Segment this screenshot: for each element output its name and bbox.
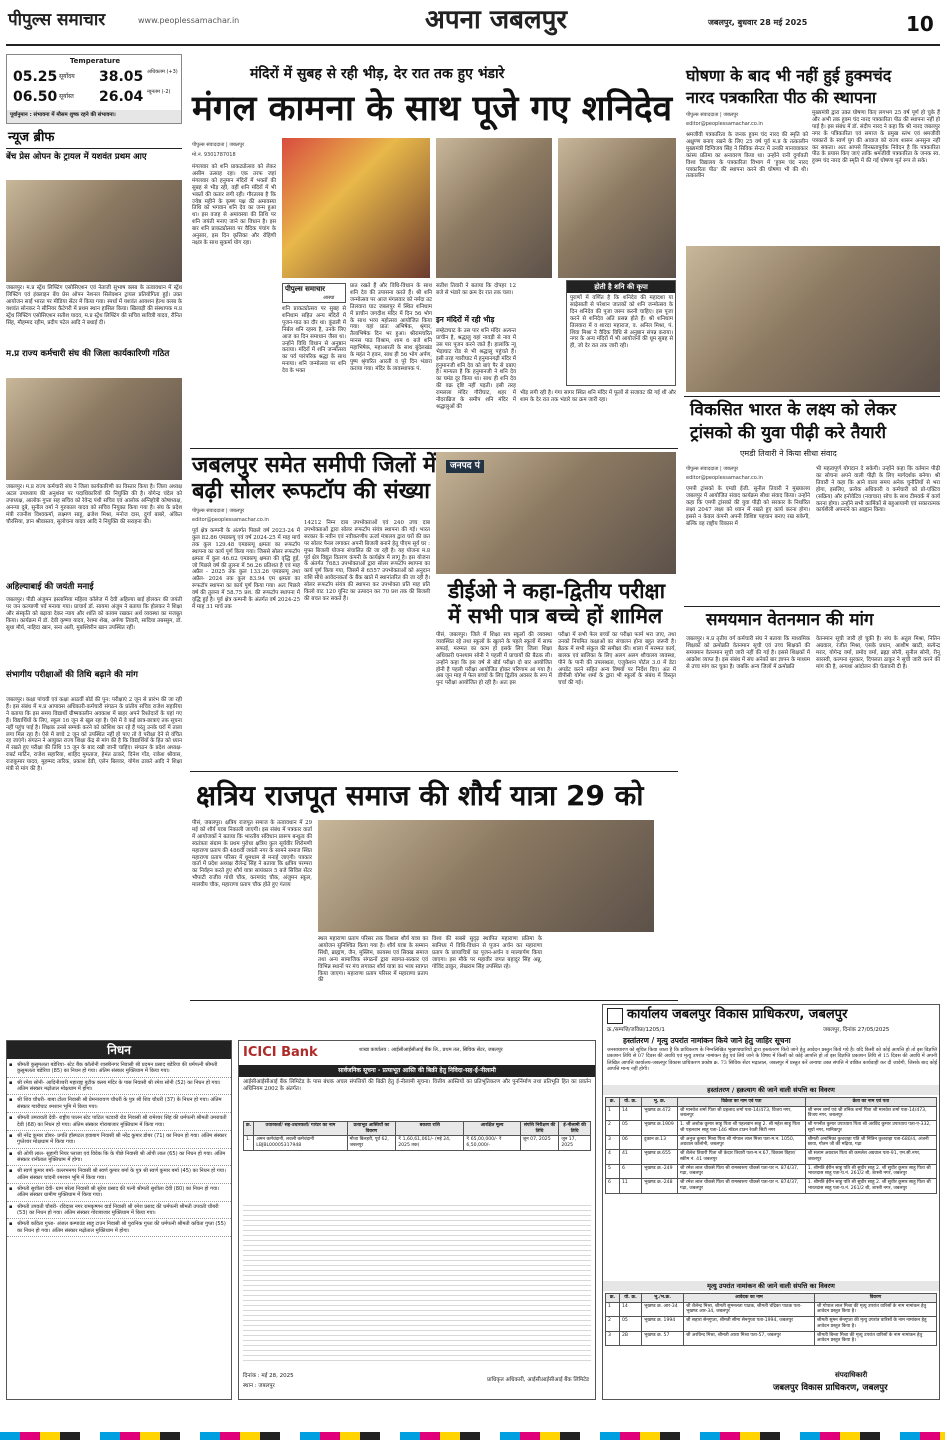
jda-cell: भूखण्ड क्र.472 [642, 1106, 678, 1120]
obituary-box [6, 1040, 232, 1400]
sunrise-time: 05.25 [13, 69, 58, 85]
jda-cell: 1. श्री अशोक कुमार साहू पिता श्री पहलवान साहू 2. श्री महेश साहू पिता श्री पहलवान साहू पता-146 मॉडल टाउन रेवती सिटी नगर [678, 1121, 806, 1135]
brief-body-4: जबलपुर। कक्षा पांचवी एवं कक्षा आठवीं बोर्ड की पुन: परीक्षाएं 2 जून से प्रारंभ की जा रही हैं। इस संबंध में म.प्र आपाक्स अधिकारी-कर्मचारी संगठन के प्रांतीय सचिव राजेश सहारिया ने बताया कि इस समय विद्यार्थी ग्रीष्मकालीन अवकाश में बाहर अपने रिश्तेदारों के यहां गए हैं। विद्यार्थियों के लिए, स्कूल 16 जून से खुल रहा है। ऐसे में वे कई छात्र-छात्राएं तक सूचना नहीं पहुंच पाई है। शिक्षक उनसे सम्पर्क करने को कोशिश कर रहे हैं परंतु उनके घरों में ताला लगा मिल रहा है। ऐसे में बच्चे 2 जून को उपस्थित नहीं हो पाए तो वे परीक्षा देने से वंचित रह जाएंगे। संगठन ने आयुक्त राज्य शिक्षा केंद्र से मांग की है कि विद्यार्थियों के हित को ध्यान में रखते हुए परीक्षा की तिथि 15 जून के बाद रखी जानी चाहिए। संगठन के प्रदेश अध्यक्ष- राबर्ट मार्टिन, राजेश सहारिया, शाहिद मुमताज, हेमंत ठाकरे, दिनेश गोंड, राकेश श्रीवास, राजकुमार यादव, मुहम्मद तारिक, प्रकाश देवी, एलेन बिलवर, योगेश ठाकरे आदि ने शिक्षा मंत्री से मांग की है। [6, 697, 182, 773]
kshatriya-headline: क्षत्रिय राजपूत समाज की शौर्य यात्रा 29 को [196, 779, 644, 812]
icici-notice [238, 1040, 596, 1400]
kshatriya-col1: पीसं, जबलपुर। क्षत्रिय राजपूत समाज के तत्वावधान में 29 मई को शौर्य यात्रा निकाली जाएगी। इस संबंध में पत्रकार वार्ता में आयोजकों ने बताया कि भारतीय संविधान प्रारूप बन्धुत्व की स्वतंत्रता संग्राम के प्रथम पुरोधा क्षत्रिय कुल सूर्यवीर शिरोमणी महाराणा प्रताप की 486वीं जयंती नगर के सामने समाज स्थित महाराणा प्रताप परिसर में धूमधाम से मनाई जाएगी। पत्रकार वार्ता में प्रदेश अध्यक्ष रौलेन्द्र सिंह ने बताया कि क्षत्रिय परम्परा का निर्वहन करते हुए शौर्य यात्रा सायंकाल 5 बजे सिविल सेंटर भौपाटी राजीव गांधी चौक, करमचंद चौक, अंजुमन स्कूल, मालवीय चौक, महाराणा प्रताप चौक होते हुए गंतव्य [192, 820, 313, 889]
deo-col1: पीसं, जबलपुर। जिले में शिक्षा सत्र स्कूलों की व्यवस्था व्यवस्थित रहे तथा स्कूलों के खुलने के पहले स्कूलों में साफ सफाई, मरम्मत का काम हो इसके लिए जिला शिक्षा अधिकारी घनश्याम सोनी ने पहलीं में प्राचार्यों की बैठक ली। उन्होंने कहा कि इस वर्ष से बोर्ड परीक्षा दो बार आयोजित होनी है पहली परीक्षा आयोजित होकर परिणाम आ गया है। अब जून माह में फेल बच्चों के लिए द्वितीय अवसर के रूप में पुनः परीक्षा आयोजित हो रही है। अतः इस [436, 632, 552, 687]
kshatriya-col3: विश्व की सबसे सुदृढ़ स्थापित महाराणा प्रतिमा के सानिध्य में विधि-विधान से पूजन अर्चन कर महाराणा प्रताप के छायाचित्रों का पूजन-अर्चन व माल्यार्पण किया जाएगा। इस मौके पर महावीर जगत बहादुर सिंह अन्नू, गोविंद ठाकुर, लेखराम सिंह उपस्थित रहे। [432, 936, 542, 970]
jda-cell: 05 [620, 1121, 642, 1135]
obituary-item: ▪ श्री शिव चौधरी- बाबा टोला निवासी श्री प्रेमनारायण चौधरी के पुत्र श्री शिव चौधरी (37) के निधन हो गया। अंतिम संस्कार ग्वारीघाट श्मशान भूमि में किया गया। [7, 1095, 231, 1113]
icici-title: सार्वजनिक सूचना - प्रत्याभूत आस्ति की बिक्री हेतु निविदा-सह-ई-नीलामी [239, 1065, 595, 1077]
jda-header: क्रेता का नाम एवं पता [805, 1098, 936, 1107]
jda-cell: भूखण्ड क्र.655 [642, 1150, 678, 1164]
jda-cell: 14 [620, 1302, 642, 1316]
brief-headline-2: म.प्र राज्य कर्मचारी संघ की जिला कार्यकारिणी गठित [6, 349, 170, 359]
obituary-title: निधन [7, 1041, 231, 1059]
jda-cell: 11 [620, 1179, 642, 1193]
icici-cell: अमन कर्मचंदानी, लवली कर्मचंदानी LBJBL00005317948 [254, 1136, 347, 1150]
icici-header: संपत्ति निरीक्षण की तिथि [520, 1122, 559, 1136]
jda-cell: 3 [606, 1135, 620, 1149]
jda-cell: श्री अनुज कुमार मिश्रा पिता श्री गोपाल लाल मिश्रा पता-म.न. 1050, अग्रवाल कॉलोनी, जबलपुर [678, 1135, 806, 1149]
jda-cell: भूखण्ड क्र.1909 [642, 1121, 678, 1135]
youth-headline-2: ट्रांसको की युवा पीढ़ी करे तैयारी [690, 423, 887, 443]
obituary-item: ▪ श्री ओपी लाल- सुहागी नियर प्लाजा एवं विवेक कि के पीछे निवासी श्री ओपी लाल (65) का निधन हो गया। अंतिम संस्कार रानीताल मुक्तिधाम में होगा। [7, 1149, 231, 1167]
jda-cell: भूखण्ड क्र. आर-34 [642, 1302, 684, 1316]
icici-cell: जून 17, 2025 [559, 1136, 591, 1150]
youth-sub: एमडी तिवारी ने किया सीधा संवाद [740, 449, 837, 458]
salary-col2: वेतनमान सूची जारी हो चुकी है। संघ के अतुल मिश्रा, नितिन अग्रवाल, रंजीत मिश्रा, एसके प्रधान, आशीष खाटी, सत्येन्द्र मरार, योगेन्द्र वर्मा, प्रमोद वर्मा, ब्रह्मा सोनी, सुनील सोनी, रीनू सारस्वी, कल्पना सुरकार, दिपलता ठाकुर ने सूची जारी करने की मांग की है, अन्यथा आंदोलन की चेतावनी दी है। [816, 636, 940, 670]
shani-rule [190, 448, 678, 449]
jda-cell: 14 [620, 1106, 642, 1120]
shani-logo-sub: आस्था [323, 295, 335, 301]
jda-cell: श्री सत्यम अग्रवाल पिता श्री कमलेश अग्रवाल पता-91, एम.सी.नगर, जबलपुर [805, 1150, 936, 1164]
brief-headline-4: संभागीय परीक्षाओं की तिथि बढ़ाने की मांग [6, 670, 138, 680]
hukum-photo [686, 246, 940, 392]
jda-header: भू./भ.क्र. [642, 1294, 684, 1303]
shani-phone: मो.नं. 9301787018 [192, 152, 236, 158]
dateline: जबलपुर, बुधवार 28 मई 2025 [708, 18, 808, 27]
youth-email: editor@peoplessamachar.co.in [686, 475, 763, 481]
hukum-col1: श्रमजीवी पत्रकारिता के जनक हुक्म चंद नारद की स्मृति को अक्षुण्ण बनाए रखने के लिए 25 वर्ष पूर्व म.प्र के तत्कालीन मुख्यमंत्री दिग्विजय सिंह ने सिविक सेन्टर में उनकी मानववाकार कांस्य प्रतिमा का अनावरण किया था। उन्होंने रानी दुर्गावती विश्व विद्यालय के पत्रकारिता विभाग में 'हुक्म चंद नारद पत्रकारिता पीठ' की स्थापना करने की घोषणा भी की थी। तत्कालीन [686, 132, 808, 180]
jda-cell: 2 [606, 1317, 620, 1331]
brief-rule [6, 148, 182, 149]
icici-footer: प्राधिकृत अधिकारी, आईसीआईसीआई बैंक लिमिटेड [487, 1377, 589, 1383]
jda-cell: 05 [620, 1317, 642, 1331]
hukum-col2: मुख्यमंत्री द्वारा उक्त घोषणा किए लगभग 25 वर्ष पूर्ण हो चुके हैं और अभी तक हुक्म चंद नारद पत्रकारिता पीठ की स्थापना नहीं हो पाई है। इस संबंध में डॉ. संदीप नारद ने कहा कि श्री नारद जबलपुर नगर के पत्रिकारिता एवं समाज के प्रमुख स्तंभ एवं श्रमजीवी पत्रकारों के स्वर्ण युग की आवाज को राज्य शासन अनसुना नहीं कर सकता। अतः आपसे विनम्रतापूर्वक निवेदन है कि पत्रकारिता पीठ के प्रयास किए जाएं ताकि श्रमजीवी पत्रकारिता के जनक स्व. हुक्म चंद नारद की स्मृति में की गई घोषणा मूर्त रूप ले सके। [812, 110, 940, 165]
jda-table1-title: हस्तांतरण / हक़त्याग की जाने वाली संपत्ति का विवरण [603, 1085, 939, 1095]
jda-cell: 41 [620, 1150, 642, 1164]
jda-cell: 1. श्रीमति ईरीन साहू पति श्री सुधीर साहू 2. श्री सुधीर कुमार साहू पिता श्री भारतदास साहू पता-घ.नं. 261/2 बी, शास्त्री नगर, जबलपुर [805, 1164, 936, 1178]
jda-cell: भूखण्ड क्र.-249 [642, 1164, 678, 1178]
deo-photo [436, 452, 676, 574]
deo-col2: परीक्षा में सभी फेल बच्चों का परीक्षा फार्म भरा जाए, तथा उनको नियमित कक्षाओं का संचालन होना बहुत जरूरी है। बैठक में सभी संकुल की समीक्षा की। शाला में मरम्मत कार्य, बालक एवं बालिका के लिए अलग अलग शौचालय व्यवस्था, पीने के पानी की उपलब्धता, एजुकेशन पोर्टल 3.0 में डेटा अपडेट करने सहित अन्य विषयों पर निर्देश दिए। अंत में डीपीसी योगेश शर्मा के द्वारा भी स्कूलों के संबंध में विस्तृत चर्चा की गई। [558, 632, 676, 687]
jda-cell: 2 [606, 1121, 620, 1135]
icici-cell: जून 07, 2025 [520, 1136, 559, 1150]
icici-header: आरक्षित मूल्य [464, 1122, 520, 1136]
jda-ref: क्र./सम्पत्ति/जविप्रा/1205/1 [607, 1027, 665, 1033]
shani-col3: प्रात रखते हैं और विधि-विधान के साथ शनि देव की उपासना करते हैं। श्री शनि जन्मोत्सव पर आज मंगलवार को नर्मदा तट तिलवारा घाट जबलपुर में स्थित शनिधाम में प्राचीन जगदीश मंदिर में दिन 56 भोग के साथ भव्य महोत्सव आयोजित किया गया। यहां प्रातः अभिषेक, श्रृंगार, तैलाभिषेक दिन भर हुआ। श्रीरामचरित मानस पाठ विश्राम, शाम 6 बजे शनि महाभिषेक, महाआरती के साथ बुंदेलखंड के महंत ने हवन, साथ ही 56 भोग अर्पण, पुष्प श्रृंगारित आरती व पूरे दिन भंडारा कराया गया। मंदिर के व्यवस्थापक पं. [350, 283, 432, 372]
icici-intro: आईसीआईसीआई बैंक लिमिटेड के पास बंधक अचल संपत्तियों की बिक्री हेतु ई-नीलामी सूचना। वित्तीय आस्तियों का प्रतिभूतिकरण और पुनर्निर्माण तथा प्रतिभूति हित का प्रवर्तन अधिनियम 2002 के अंतर्गत। [243, 1079, 591, 1092]
icici-cell: ₹ 65,00,000/- ₹ 6,50,000/- [464, 1136, 520, 1150]
jda-cell: श्रीमती सुमन सेनगुप्ता की मृत्यु उपरांत वारिसों के नाम नामांकन हेतु आवेदन प्रस्तुत किया है। [814, 1317, 936, 1331]
icici-branch: शाखा कार्यालय : आईसीआईसीआई बैंक लि., प्रथम तल, सिविक सेंटर, जबलपुर [359, 1047, 503, 1053]
salary-col1: जबलपुर। म.प्र तृतीय वर्ग कर्मचारी संघ ने बताया कि माध्यमिक शिक्षकों को क्रमोन्नति वेतनमान सूची एवं उच्च शिक्षकों की समयमान वेतनमान सूची जारी नहीं की गई है। इससे शिक्षकों में आक्रोश व्याप्त है। इस संबंध में संघ अनेकों बार ज्ञापन के माध्यम से उच्च मांग कर चुका है। जबकि अन्य जिलों में क्रमोन्नति [686, 636, 810, 670]
min-temp: 26.04 [99, 89, 144, 105]
obituary-item: ▪ श्री रमेश सोनी- आदिनीश्वरी महाराष्ट्र बुटीक क्लब मंदिर के पास निवासी श्री रमेश सोनी (52) का निधन हो गया। अंतिम संस्कार मढ़ोताल मोक्षधाम में होगा। [7, 1078, 231, 1096]
jda-cell: भूखण्ड क्र.-248 [642, 1179, 678, 1193]
obituary-item: ▪ श्रीमती कविता गुप्ता- अंजल कम्पाउंड साहू टाउन निवासी श्री पुरानिक गुप्ता की धर्मपत्नी श्रीमती कविता गुप्ता (55) का निधन हो गया। अंतिम संस्कार मढ़ोताल मुक्तिधाम में होगा। [7, 1219, 231, 1237]
deo-photo-banner: जनपद पं [446, 460, 484, 473]
obituary-item: ▪ श्रीमती कुसुमलता बडेरिया- स्टेट बैंक कॉलोनी शास्त्रीनगर निवासी श्री प्रदमन प्रसाद बडेरिया की धर्मपत्नी श्रीमती कुसुमलता बडेरिया (85) का निधन हो गया। अंतिम संस्कार मुक्तिधाम में किया गया। [7, 1060, 231, 1078]
color-bar [0, 1432, 945, 1440]
brief-body-2: जबलपुर। म.प्र राज्य कर्मचारी संघ ने जिला कार्यकारिणी का विस्तार किया है। जिला अध्यक्ष अटल उपाध्याय की अनुशंसा पर पदाधिकारियों की नियुक्ति की है। योगेन्द्र चंदेल को उपाध्यक्ष, आलोक गुप्ता सह सचिव को रेवेन्द्र पंथी सचिव एवं आलोक अग्निहोत्री कोषाध्यक्ष, अनन्या दुबे, सुनील वर्मा ने गुरुकाल यादव को सचिव नियुक्त किया गया है। संघ के प्रदेश मंत्री रजनीश विश्वकर्मा, लक्ष्मण साहू, ब्रजेश मिश्रा, मनोज दास, दुर्गा बाबरे, अंकित चौरसिया, ज्ञान श्रीवास्तव, सुलोचना यादव आदि ने नियुक्ति की सराहना की। [6, 484, 182, 525]
jda-emblem-icon [607, 1008, 623, 1024]
jda-cell: श्री शैलेन्द्र मिश्रा, श्रीमती सुमनलता पाठक, श्रीमती चंद्रिका पाठक पता-भूखण्ड आर-34, जबलपुर [684, 1302, 815, 1316]
shani-box-title: होती है शनि की कृपा [567, 281, 675, 293]
jda-header: यो. क्र. [620, 1294, 642, 1303]
solar-headline-2: बढ़ी सोलर रूफटॉप की संख्या [192, 479, 430, 504]
kshatriya-photo [318, 820, 654, 932]
shani-box-text: पुराणों में वर्णित है कि शनिदेव की महादशा या साढ़ेसाती से परेशान जातकों को शनि जन्मोत्सव के दिन शनिदेव की पूजा जरूर करनी चाहिए। इस पूजा करने से शनिदेव अति प्रसन्न होते हैं। श्री शनिधाम तिलवारा में व शारदा महाराज, व. अनिल मिश्रा, पं. शिवा मिश्रा ने वैदिक विधि से अनुष्ठान संपन्न कराया। नगर के अन्य मंदिरों में भी आयोजनों की धूम सुबह से ही, जो देर रात तक जारी रही। [570, 295, 673, 350]
shani-subhead: इन मंदिरों में रही भीड़ [436, 315, 495, 324]
jda-cell: 6 [620, 1164, 642, 1178]
jda-cell: 1. श्रीमति ईरीन साहू पति श्री सुधीर साहू 2. श्री सुधीर कुमार साहू पिता श्री भारतदास साहू पता-घ.नं. 261/2 बी, शास्त्री नगर, जबलपुर [805, 1179, 936, 1193]
sunset-time: 06.50 [13, 89, 58, 105]
shani-photo-2 [436, 138, 552, 278]
jda-header: यो. क्र. [620, 1098, 642, 1107]
icici-cell: ₹ 1,60,61,061/- (मई 24, 2025 तक) [396, 1136, 464, 1150]
shani-col1: मंगलवार को शनि प्राकट्योत्सव को लेकर असीम उत्साह रहा। एक तरफ जहां मंगलवार को हनुमान मंदिरों में भक्तों की सुबह से भीड़ रही, वहीं शनि मंदिरों में भी भक्तों की कतार लगी रही। गौरतलब है कि ज्येष्ठ महीने के कृष्ण पक्ष की अमावस्या तिथि को भगवान शनि देव का जन्म हुआ था। इस वजह से अमावस्या की तिथि पर शनि जयंती मनाए जाने का विधान है। इस बार शनि प्राकट्योत्सव पर वैदिक पंचांग के अनुसार, इस दिन कृत्तिका और रोहिणी नक्षत्र के साथ सुकर्मा योग रहा। [192, 164, 276, 246]
jda-cell: श्रीमती अनामिका कुशवाहा पति श्री नितिन कुशवाहा पता-680/4, अंजनी छाया, गौतम जी की मढ़िया, गढ़ा [805, 1135, 936, 1149]
jda-cell: 5 [606, 1164, 620, 1178]
news-brief-label: न्यूज ब्रीफ [8, 130, 55, 145]
icici-logo: ICICI Bank [243, 1045, 318, 1060]
jda-box [602, 1004, 940, 1400]
deo-headline-2: में सभी पात्र बच्चे हों शामिल [448, 604, 663, 628]
icici-header: ई-नीलामी की तिथि [559, 1122, 591, 1136]
max-label: अधिकतम (+3) [147, 69, 178, 75]
hukum-headline-2: नारद पत्रकारिता पीठ की स्थापना [686, 88, 876, 107]
shani-col4: सतीश तिवारी ने बताया कि दोपहर 12 बजे से भंडारे का क्रम देर रात तक चला। [436, 283, 516, 296]
jda-cell: श्रीमती बिन्ता मिश्रा की मृत्यु उपरांत वारिसों के नाम नामांकन हेतु आवेदन प्रस्तुत किया है। [814, 1331, 936, 1345]
min-label: न्यूनतम (-2) [147, 89, 171, 95]
icici-place: स्थान : जबलपुर [243, 1383, 275, 1389]
shani-col4b: लम्हेटाघाट के उस पार शनि मंदिर अत्यन्त प्राचीन है, श्रद्धालु यहां नावड़ी से नाव में उस पार पूजन करने जाते हैं। हालांकि न्यू भेड़ाघाट रोड से भी श्रद्धालु पहुंचते हैं। इसी तरह ग्वारीघाट में हनुमानगढ़ी मंदिर में हनुमानजी शनि देव को बाएं पैर से दबाए हैं। मान्यता है कि हनुमानजी ने शनि देव का घमंड दूर किया था। साथ ही शनि देव की वक्र दृष्टि नहीं पड़ती। इसी तरह रामलला मंदिर गौरीघाट, शहर में नौदराब्रिज के समीप शनि मंदिर में श्रद्धालुओं की [436, 328, 516, 410]
jda-sign-2: जबलपुर विकास प्राधिकरण, जबलपुर [773, 1383, 888, 1393]
deo-headline-1: डीईओ ने कहा-द्वितीय परीक्षा [448, 579, 666, 603]
shani-byline: पीपुल्स संवाददाता | जबलपुर [192, 142, 245, 148]
jda-cell: भूखण्ड क्र. 1994 [642, 1317, 684, 1331]
kshatriya-rule [190, 1000, 678, 1001]
jda-cell: श्री मानवेश शर्मा पिता श्री प्रहलाद शर्मा पता-14/473, विजय नगर, जबलपुर [678, 1106, 806, 1120]
jda-cell: 1 [606, 1302, 620, 1316]
jda-header: भू. क्र. [642, 1098, 678, 1107]
icici-header: क्र. [244, 1122, 254, 1136]
obituary-item: ▪ श्री नरेंद्र कुमार डोबर- प्रगति हॉस्पटल हवाबाग निवासी श्री नरेंद्र कुमार डोबर (71) का निधन हो गया। अंतिम संस्कार गुप्तेश्वर मोक्षधाम में किया गया। [7, 1131, 231, 1149]
logo: पीपुल्स समाचार [8, 10, 106, 30]
brief-body-3: जबलपुर। पीडी अंजुमन इस्लामिया महिला कॉलेज में देवी अहिल्या बाई होलकर की जयंती पर जन कल्याणी पर्व मनाया गया। प्राचार्य डॉ. सायमा अंजुम ने बताया कि होलकर ने शिक्षा और संस्कृति को बढ़ावा देकर न्याय और शांति को कायम रखकर अर्थ व्यवस्था का मजबूत किया। कार्यक्रम में डॉ. देवी कृष्णा यादव, रेशमा शेख, अर्पणा तिवारी, सादिया तबस्सुम, डॉ. सुधा मौर्य, नाहिदा खान, सना अली, मुबश्शिरीन खान उपस्थित रहीं। [6, 597, 182, 631]
jda-cell: श्री गोपाल लाल मिश्रा की मृत्यु उपरांत वारिसों के नाम नामांकन हेतु आवेदन प्रस्तुत किया है। [814, 1302, 936, 1316]
shani-col5: भीड़ लगी रही है। गंगा सागर स्थित शनि मंदिर में फूलों से सजावट की गई थी और शाम के देर रात तक भंडारे का क्रम जारी रहा। [520, 390, 676, 403]
section-title: अपना जबलपुर [425, 5, 568, 35]
obituary-item: ▪ श्री स्वर्ण कुमार बर्मा- वल्लभनगर निवासी श्री स्वर्ण कुमार बर्मा के पुत्र श्री स्वर्ण कुमार बर्मा (45) का निधन हो गया। अंतिम संस्कार चांदनी श्मशान भूमि में किया गया। [7, 1166, 231, 1184]
deo-rule [190, 771, 678, 772]
obituary-item: ▪ श्रीमती सुशीला देवी- ग्राम बरेला निवासी श्री सुरेश प्रसाद की पत्नी श्रीमती सुशीला देवी (80) का निधन हो गया। अंतिम संस्कार ग्रामीण मुक्तिधाम में किया गया। [7, 1184, 231, 1202]
jda-header: क्र. [606, 1294, 620, 1303]
shani-col2: शनि प्राकट्योत्सव पर सुबह से शनिधाम सहित अन्य मंदिरों में पूजन-पाठ का दौर था। कुंडली में निर्बल शनि रहस्य है, उनके लिए आज का दिन समाधान जैसा था। उन्होंने विधि विधान से अनुष्ठान कराया। मंदिरों में शनि जन्मोत्सव का पर्व पारंपरिक श्रद्धा के साथ मनाया। शनि जन्मोत्सव पर शनि देव के भक्त [282, 306, 346, 375]
jda-header: विक्रेता का नाम एवं पता [678, 1098, 806, 1107]
shani-photo-3 [558, 138, 676, 278]
obituary-item: ▪ श्रीमती उमरावती देवी- राष्ट्रीय पालन स्टेट पाटिल पटवारी रोड निवासी श्री रामेश्वर सिंह की धर्मपत्नी श्रीमती उमरावती देवी (68) का निधन हो गया। अंतिम संस्कार गोराबाजार मुक्तिधाम में किया गया। [7, 1113, 231, 1131]
jda-cell: 6 [606, 1179, 620, 1193]
obituary-list [7, 1060, 231, 1237]
weather-title: Temperature [69, 57, 121, 65]
jda-table1 [605, 1097, 937, 1194]
jda-cell: 3 [606, 1331, 620, 1345]
hukum-email: editor@peoplessamachar.co.in [686, 121, 763, 127]
jda-subtitle: हस्तांतरण / मृत्यु उपरांत नामांकन किये जाने हेतु जाहिर सूचना [623, 1036, 791, 1045]
jda-cell: श्री रमेश लाल चौकसे पिता श्री रामस्वरूप चौकसे पता-घर न. 874/37, गढ़ा, जबलपुर [678, 1164, 806, 1178]
icici-date: दिनांक : मई 28, 2025 [243, 1373, 294, 1379]
solar-col1: पूर्व क्षेत्र कम्पनी के अंतर्गत पिछले वर्ष 2023-24 में कुल 82.86 एमडब्ल्यू एवं वर्ष 2024-25 में माह मार्च तक कुल 129.48 एमडब्ल्यू क्षमता का रूफटॉप स्थापना का कार्य पूर्ण किया गया। जिससे सोलर रूफटॉप क्षमता में कुल 46.62 एमडब्ल्यू क्षमता की वृद्धि हुई, जो पिछले वर्ष की तुलना में 56.26 प्रतिशत है एवं माह अप्रैल - 2025 तक कुल 133.26 एमडब्ल्यू तथा अप्रैल- 2024 तक कुल 83.94 एम क्षमता का रूफटॉप स्थापना का कार्य पूर्ण किया गया। अतः पिछले वर्ष की तुलना में 58.75 प्रश. की रूफटॉप स्थापना में वृद्धि हुई है। पूर्व क्षेत्र कम्पनी के अंतर्गत वर्ष 2024-25 में माह 31 मार्च तक [192, 528, 300, 610]
salary-headline: समयमान वेतनमान की मांग [706, 610, 874, 630]
jda-cell: 1 [606, 1106, 620, 1120]
kshatriya-col2: स्थल महाराणा प्रताप परिसर तक विशाल शौर्य यात्रा का आयोजन सुनिश्चित किया गया है। शौर्य यात्रा के सम्मान सिंधी, ब्राह्मण, जैन, मुस्लिम, कायस्थ एवं सिक्ख समाज तथा अन्य सामाजिक संगठनों द्वारा स्वागत-सत्कार एवं विभिन्न स्थानों पर मंच लगाकर शौर्य यात्रा का भव्य स्वागत किया जाएगा। महाराणा प्रताप परिसर में महाराणा प्रताप की [318, 936, 428, 984]
brief-body-1: जबलपुर। म.प्र स्ट्रेंथ लिफ्टिंग एसोसिएशन एवं नेताजी सुभाष क्लब के तत्वावधान में स्ट्रेंथ लिफ्टिंग एवं इंक्लाइन बेंच प्रेस ओपन नेशनल सिलेक्शन ट्रायल प्रतियोगिता हुई। उक्त आयोजन साईं भारत पर मीडिया सेंटर में किया गया। स्पर्धा में यशवंत आयशन हेल्थ क्लब के यशवंत सोनकर ने सीनियर कैटेगरी में प्रथम स्थान हासिल किया। खिलाड़ी की संस्थापक म.प्र स्ट्रेंथ लिफ्टिंग एसोसिएशन सतीश यादव, म.प्र स्ट्रेंथ लिफ्टिंग की सचिव सावित्री यादव, रौनित सिंह, मौहम्मद रहीम, प्रदीप पटेल आदि ने बधाई दी। [6, 285, 182, 326]
solar-col2: 14212 निम्न दाब उपभोक्ताओं एवं 240 उच्च दाब उपभोक्ताओं द्वारा सोलर रूफटॉप संयंत्र स्थापना की गई। भारत सरकार के नवीन एवं नवीकरणीय ऊर्जा मंत्रालय द्वारा घरों की छत पर सोलर पैनल लगाकर अपनी बिजली बनाने हेतु पीएम सूर्य घर : मुफ्त बिजली योजना संचालित की जा रही है। यह योजना म.प्र पूर्व क्षेत्र विद्युत वितरण कंपनी के कार्यक्षेत्र में लागू है। इस योजना के अंतर्गत 7683 उपभोक्ताओं द्वारा सोलर रूफटॉप स्थापना का कार्य पूर्ण किया गया, जिसमें से 6557 उपभोक्ताओं को अनुदान राशि सीधे आवेदनकर्ता के बैंक खाते में स्थानांतरित की जा रही है। सोलर रूफटॉप संयंत्र की स्थापना कर उपभोक्ता प्रति माह प्रति किलो वाट 120 यूनिट का उत्पादन कर 70 प्रश तक की बिजली की बचत कर सकते हैं। [304, 520, 430, 602]
icici-header: बकाया राशि [396, 1122, 464, 1136]
jda-title: कार्यालय जबलपुर विकास प्राधिकरण, जबलपुर [627, 1007, 848, 1022]
youth-byline: पीपुल्स संवाददाता | जबलपुर [686, 466, 739, 472]
jda-intro: जनसाधारण को सूचित किया जाता है कि प्राधिकरण के निम्नलिखित भूखण्डधारियों द्वारा हस्तांतरण किये जाने हेतु आवेदन प्रस्तुत किये गये है। यदि किसी को कोई आपत्ति हो तो इस विज्ञप्ति प्रकाशन तिथि से 07 दिवस की अवधि एवं मृत्यु उपरांत नामांकन हेतु एवं लिये जाने के विषय में किसी को कोई आपत्ति हो तो इस विज्ञप्ति प्रकाशन तिथि से 15 दिवस की अवधि में अपनी लिखित आपत्ति कार्यालय-जबलपुर विकास प्राधिकरण प्रकोष्ठ क्र. 73 सिविक सेंटर मढ़ाताल, जबलपुर में प्रस्तुत करें अन्यथा उक्त संपत्ति में वांछित कार्यवाही कर दी जावेगी, जिसके बाद कोई आपत्ति मान्य नहीं होगी। [607, 1047, 937, 1072]
jda-header: आवेदक का नाम [684, 1294, 815, 1303]
jda-cell: श्री शैलेश तिवारी पिता श्री केदार तिवारी पता-म.न.67, विकास विहार/स्कीम नं. 41 जबलपुर [678, 1150, 806, 1164]
solar-byline: पीपुल्स संवाददाता | जबलपुर [192, 508, 245, 514]
jda-cell: 2B [620, 1331, 642, 1345]
jda-cell: श्री गगनीत कुमार उपाध्याय पिता श्री अरविंद कुमार उपाध्याय पता-ए-332, सूर्या नगर, मानिकपुर [805, 1121, 936, 1135]
icici-cell: मौजा बिलहरी, पूर्व 62, जबलपुर [347, 1136, 396, 1150]
jda-cell: 4 [606, 1150, 620, 1164]
shani-photo-1 [282, 138, 430, 278]
jda-cell: श्री सहारा सेनगुप्ता, श्रीमती सीमा सेनगुप्ता पता-1994, जबलपुर [684, 1317, 815, 1331]
brief-photo-1 [6, 180, 182, 282]
shani-logo-text: पीपुल्स समाचार [285, 285, 326, 293]
jda-date: जबलपुर, दिनांक 27/05/2025 [823, 1027, 890, 1033]
sunrise-label: सूर्योदय [59, 73, 75, 80]
masthead-rule [6, 44, 940, 46]
youth-rule [684, 606, 940, 607]
youth-col2: भी महत्वपूर्ण योगदान दे सकेगी। उन्होंने कहा कि वर्तमान पीढ़ी का सोचना अपने वाली पीढ़ी के लिए मार्गदर्शक बनेगा। श्री तिवारी ने कहा कि आने वाला समय अनेक चुनौतियों से भरा होगा, इसलिए, प्रत्येक अधिकारी व कर्मचारी को प्रो-एक्टिव (सक्रिय) और इनोवेटिव (नवाचार) सोच के साथ टीमवर्क में कार्य करना होगा। उन्होंने सभी कार्मिकों से बहुआयामी एवं सकारात्मक कार्यशैली अपनाने का आह्वान किया। [816, 466, 940, 514]
jda-table2 [605, 1293, 937, 1346]
icici-table [243, 1121, 591, 1151]
jda-cell: 06 [620, 1135, 642, 1149]
brief-photo-2 [6, 378, 182, 480]
jda-cell: भूखण्ड क्र. 57 [642, 1331, 684, 1345]
shani-headline: मंगल कामना के साथ पूजे गए शनिदेव [192, 89, 673, 129]
icici-cell: 1. [244, 1136, 254, 1150]
website-url[interactable]: www.peoplessamachar.in [138, 16, 240, 25]
obituary-item: ▪ श्रीमती उपवती चौबरी- रविदास नगर रामकृष्णन वार्ड निवासी श्री रमेश प्रसाद की धर्मपत्नी श्रीमती उपवती चौबरी (53) का निधन हो गया। अंतिम संस्कार गोराबाजार मुक्तिधाम में किया गया। [7, 1202, 231, 1220]
weather-box [6, 54, 182, 124]
solar-headline-1: जबलपुर समेत समीपी जिलों में [192, 453, 437, 478]
jda-header: क्र. [606, 1098, 620, 1107]
hukum-headline-1: घोषणा के बाद भी नहीं हुई हुक्मचंद [686, 66, 892, 85]
jda-cell: दुकान क्र.13 [642, 1135, 678, 1149]
jda-cell: श्री नमन शर्मा एवं श्री तनिक शर्मा पिता श्री मानवेश शर्मा पता-14/473, विजय नगर, जबलपुर [805, 1106, 936, 1120]
icici-header: प्रत्याभूत आस्तियों का विवरण [347, 1122, 396, 1136]
brief-headline-3: अहिल्याबाई की जयंती मनाई [6, 582, 94, 592]
shani-box [566, 280, 676, 386]
jda-table2-title: मृत्यु उपरांत नामांकन की जाने वाली संपत्ति का विवरण [603, 1281, 939, 1291]
solar-email: editor@peoplessamachar.co.in [192, 517, 269, 523]
hukum-rule [684, 396, 940, 397]
jda-cell: श्री अरविन्द मिश्रा, श्रीमती आशा मिश्रा पता-57, जबलपुर [684, 1331, 815, 1345]
hukum-byline: पीपुल्स संवाददाता | जबलपुर [686, 112, 739, 118]
jda-cell: श्री रमेश लाल चौकसे पिता श्री रामस्वरूप चौकसे पता-घर न. 874/37, गढ़ा, जबलपुर [678, 1179, 806, 1193]
icici-fineprint [243, 1201, 591, 1361]
shani-kicker: मंदिरों में सुबह से रही भीड़, देर रात तक हुए भंडारे [250, 66, 505, 82]
youth-headline-1: विकसित भारत के लक्ष्य को लेकर [690, 400, 897, 420]
icici-header: उधारकर्ता/ सह-उधारकर्ता/ गारंटर का नाम [254, 1122, 347, 1136]
shani-logo-box [282, 283, 346, 303]
sunset-label: सूर्यास्त [59, 93, 74, 100]
page-number: 10 [906, 12, 934, 36]
masthead [0, 0, 945, 52]
youth-col1: एमपी ट्रांसको के एमडी ईजी. सुनील तिवारी ने मुख्यालय जबलपुर में आयोजित संवाद कार्यक्रम सीधा संवाद किया। उन्होंने कहा कि एमपी ट्रांसको की युवा पीढ़ी को सरकार के निर्धारित लक्ष्य 2047 लक्ष्य को ध्यान में रखते हुए कार्य करना होगा। इससे न केवल कंपनी अपनी विशिष्ट पहचान बनाए रख सकेगी, बल्कि वह राष्ट्रीय विकास में [686, 486, 810, 527]
brief-headline-1: बेंच प्रेस ओपन के ट्रायल में यशवंत प्रथम आए [6, 152, 147, 162]
max-temp: 38.05 [99, 69, 144, 85]
jda-header: विवरण [814, 1294, 936, 1303]
jda-sign-1: संपदाधिकारी [835, 1371, 868, 1379]
forecast: पूर्वानुमान : संभावना में मौसम शुष्क रहने की संभावना। [7, 110, 181, 123]
